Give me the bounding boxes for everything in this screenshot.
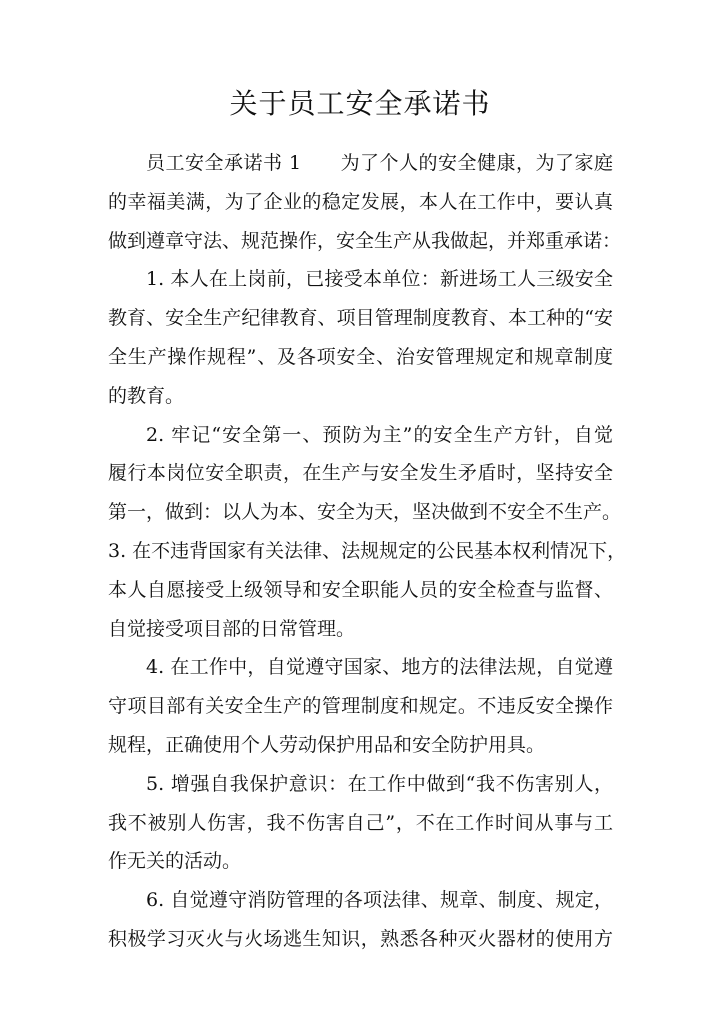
text-line: 的教育。 bbox=[108, 384, 185, 407]
text-line: 5. 增强自我保护意识：在工作中做到“我不伤害别人， bbox=[146, 772, 613, 795]
text-line: 2. 牢记“安全第一、预防为主”的安全生产方针，自觉 bbox=[146, 423, 613, 446]
text-line: 第一，做到：以人为本、安全为天，坚决做到不安全不生产。 bbox=[108, 501, 622, 524]
text-line: 自觉接受项目部的日常管理。 bbox=[108, 617, 356, 640]
text-line: 积极学习灭火与火场逃生知识，熟悉各种灭火器材的使用方 bbox=[108, 927, 613, 950]
document-title: 关于员工安全承诺书 bbox=[229, 87, 491, 120]
text-line: 规程，正确使用个人劳动保护用品和安全防护用具。 bbox=[108, 733, 546, 756]
text-line: 1. 本人在上岗前，已接受本单位：新进场工人三级安全 bbox=[146, 268, 613, 291]
text-line: 6. 自觉遵守消防管理的各项法律、规章、制度、规定， bbox=[146, 889, 613, 912]
text-line: 员工安全承诺书 1 为了个人的安全健康，为了家庭 bbox=[146, 152, 613, 174]
text-line: 全生产操作规程”、及各项安全、治安管理规定和规章制度 bbox=[108, 345, 613, 368]
text-line: 本人自愿接受上级领导和安全职能人员的安全检查与监督、 bbox=[108, 578, 613, 601]
text-line: 作无关的活动。 bbox=[108, 850, 242, 873]
text-line: 履行本岗位安全职责，在生产与安全发生矛盾时，坚持安全 bbox=[108, 462, 613, 485]
text-line: 做到遵章守法、规范操作，安全生产从我做起，并郑重承诺： bbox=[108, 229, 622, 252]
text-line: 我不被别人伤害，我不伤害自己”，不在工作时间从事与工 bbox=[108, 811, 613, 834]
text-line: 守项目部有关安全生产的管理制度和规定。不违反安全操作 bbox=[108, 695, 613, 718]
text-line: 4. 在工作中，自觉遵守国家、地方的法律法规，自觉遵 bbox=[146, 656, 613, 679]
text-line: 3. 在不违背国家有关法律、法规规定的公民基本权利情况下， bbox=[108, 539, 627, 562]
document-body bbox=[108, 144, 627, 959]
text-line: 的幸福美满，为了企业的稳定发展，本人在工作中，要认真 bbox=[108, 190, 613, 213]
text-line: 教育、安全生产纪律教育、项目管理制度教育、本工种的“安 bbox=[108, 307, 613, 330]
